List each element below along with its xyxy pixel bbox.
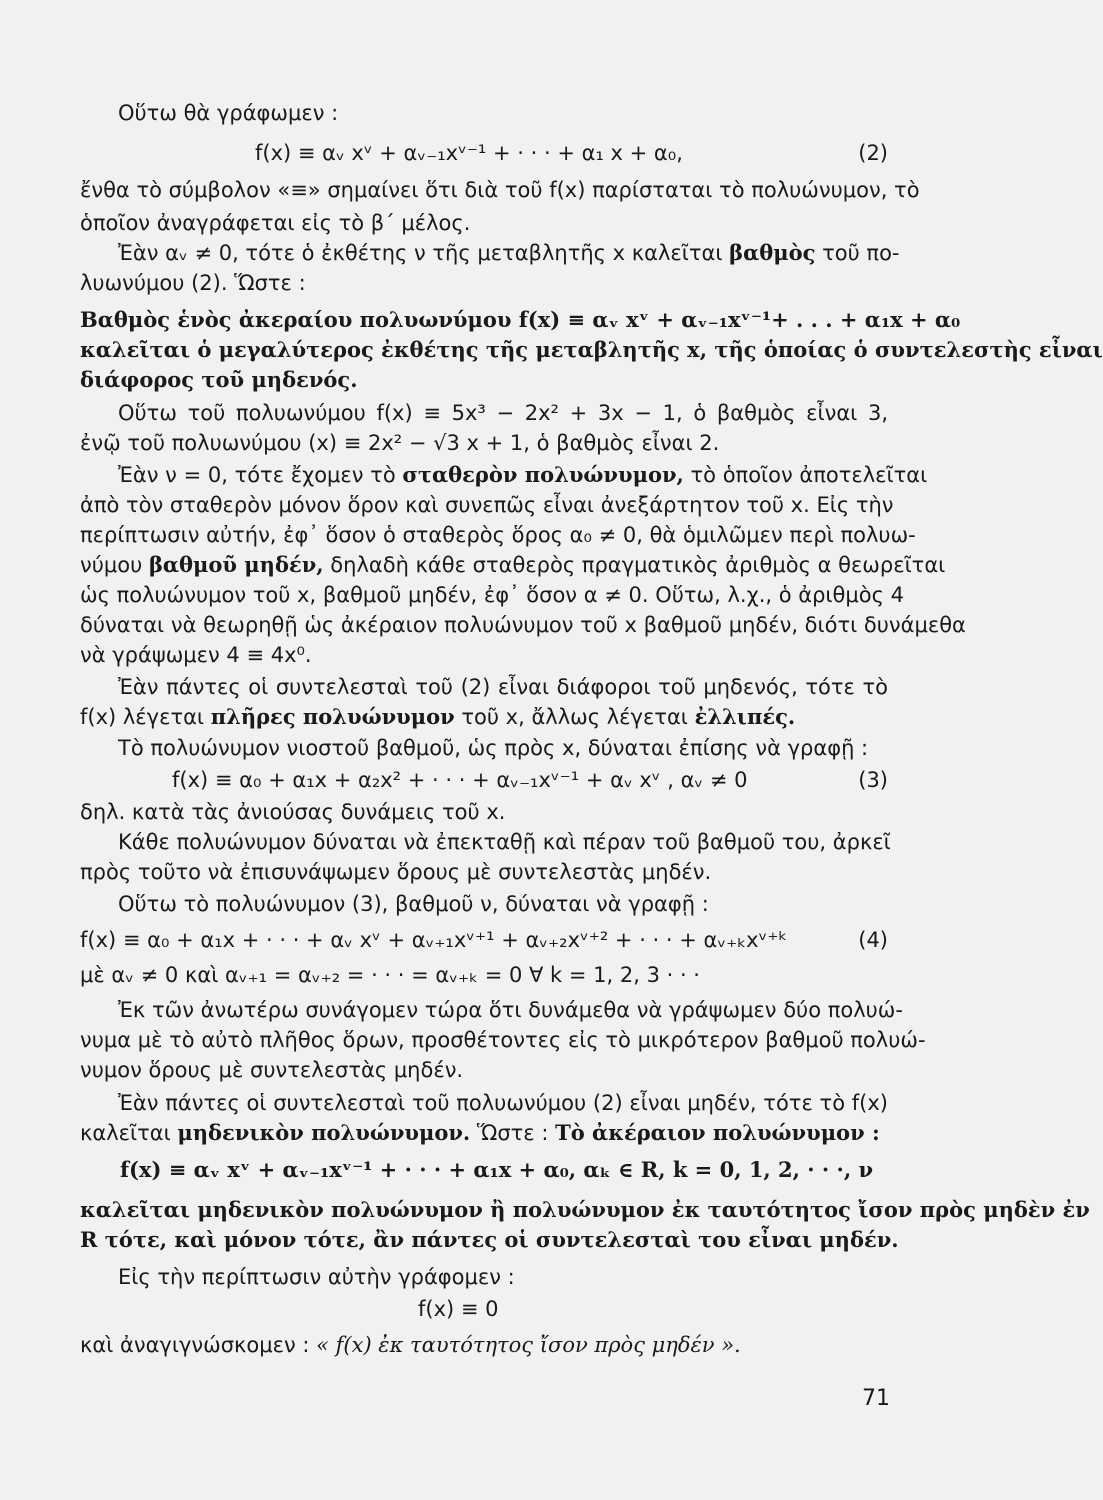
- text-line: νὰ γράψωμεν 4 ≡ 4x⁰.: [80, 643, 312, 667]
- text-line: λυωνύμου (2). Ὥστε :: [80, 271, 306, 295]
- definition-line: Βαθμὸς ἑνὸς ἀκεραίου πολυωνύμου f(x) ≡ αᵥ xᵛ + αᵥ₋₁xᵛ⁻¹+ . . . + α₁x + α₀: [80, 307, 961, 332]
- text-line: ἀπὸ τὸν σταθερὸν μόνον ὅρον καὶ συνεπῶς εἶναι ἀνεξάρτητον τοῦ x. Εἰς τὴν: [80, 493, 894, 517]
- text-line: ἐνῷ τοῦ πολυωνύμου (x) ≡ 2x² − √3 x + 1, ὁ βαθμὸς εἶναι 2.: [80, 431, 720, 455]
- bold-term: βαθμὸς: [729, 240, 816, 265]
- text-line: Ἐὰν αᵥ ≠ 0, τότε ὁ ἐκθέτης ν τῆς μεταβλητῆς x καλεῖται βαθμὸς τοῦ πο-: [118, 240, 900, 265]
- text-line: Εἰς τὴν περίπτωσιν αὐτὴν γράφομεν :: [118, 1265, 515, 1289]
- text-line: Ἐκ τῶν ἀνωτέρω συνάγομεν τώρα ὅτι δυνάμεθα νὰ γράψωμεν δύο πολυώ-: [118, 998, 903, 1022]
- definition-line: καλεῖται μηδενικὸν πολυώνυμον ἢ πολυώνυμον ἐκ ταυτότητος ἴσον πρὸς μηδὲν ἐν: [80, 1197, 1090, 1222]
- definition-line: καλεῖται ὁ μεγαλύτερος ἐκθέτης τῆς μεταβλητῆς x, τῆς ὁποίας ὁ συντελεστὴς εἶναι: [80, 337, 1103, 362]
- text-line: f(x) λέγεται πλῆρες πολυώνυμον τοῦ x, ἄλλως λέγεται ἐλλιπές.: [80, 704, 796, 729]
- text-line: Τὸ πολυώνυμον νιοστοῦ βαθμοῦ, ὡς πρὸς x, δύναται ἐπίσης νὰ γραφῇ :: [118, 736, 869, 760]
- definition-line: R τότε, καὶ μόνον τότε, ἂν πάντες οἱ συντελεσταὶ του εἶναι μηδέν.: [80, 1227, 899, 1252]
- equation-condition: μὲ αᵥ ≠ 0 καὶ αᵥ₊₁ = αᵥ₊₂ = · · · = αᵥ₊ₖ = 0 ∀ k = 1, 2, 3 · · ·: [80, 963, 700, 987]
- equation-2: f(x) ≡ αᵥ xᵛ + αᵥ₋₁xᵛ⁻¹ + · · · + α₁ x + α₀,: [255, 141, 683, 165]
- text-line: πρὸς τοῦτο νὰ ἐπισυνάψωμεν ὅρους μὲ συντελεστὰς μηδέν.: [80, 860, 712, 884]
- text-line: νύμου βαθμοῦ μηδέν, δηλαδὴ κάθε σταθερὸς πραγματικὸς ἀριθμὸς α θεωρεῖται: [80, 552, 946, 577]
- bold-term: σταθερὸν πολυώνυμον,: [402, 462, 684, 487]
- equation-number: (4): [858, 928, 888, 952]
- text-line: νυμον ὅρους μὲ συντελεστὰς μηδέν.: [80, 1058, 464, 1082]
- page-number: 71: [862, 1386, 890, 1411]
- definition-equation: f(x) ≡ αᵥ xᵛ + αᵥ₋₁xᵛ⁻¹ + · · · + α₁x + α₀, αₖ ∈ R, k = 0, 1, 2, · · ·, ν: [120, 1157, 874, 1182]
- text-line: δύναται νὰ θεωρηθῇ ὡς ἀκέραιον πολυώνυμον τοῦ x βαθμοῦ μηδέν, διότι δυνάμεθα: [80, 613, 966, 637]
- bold-term: Τὸ ἀκέραιον πολυώνυμον :: [555, 1120, 880, 1145]
- italic-quote: « f(x) ἐκ ταυτότητος ἴσον πρὸς μηδέν ».: [316, 1333, 741, 1357]
- text-line: Οὕτω θὰ γράφωμεν :: [118, 101, 339, 125]
- equation-number: (2): [858, 141, 888, 165]
- text-line: ὡς πολυώνυμον τοῦ x, βαθμοῦ μηδέν, ἐφ᾽ ὅσον α ≠ 0. Οὕτω, λ.χ., ὁ ἀριθμὸς 4: [80, 583, 904, 607]
- text-line: περίπτωσιν αὐτήν, ἐφ᾽ ὅσον ὁ σταθερὸς ὅρος α₀ ≠ 0, θὰ ὁμιλῶμεν περὶ πολυω-: [80, 523, 916, 547]
- equation-3: f(x) ≡ α₀ + α₁x + α₂x² + · · · + αᵥ₋₁xᵛ⁻¹ + αᵥ xᵛ , αᵥ ≠ 0: [172, 768, 748, 792]
- text-line: ὁποῖον ἀναγράφεται εἰς τὸ β΄ μέλος.: [80, 211, 471, 235]
- text-line: Ἐὰν ν = 0, τότε ἔχομεν τὸ σταθερὸν πολυώνυμον, τὸ ὁποῖον ἀποτελεῖται: [118, 462, 928, 487]
- text-line: Ἐὰν πάντες οἱ συντελεσταὶ τοῦ (2) εἶναι διάφοροι τοῦ μηδενός, τότε τὸ: [118, 675, 888, 699]
- text-line: δηλ. κατὰ τὰς ἀνιούσας δυνάμεις τοῦ x.: [80, 800, 506, 824]
- text-line: ἔνθα τὸ σύμβολον «≡» σημαίνει ὅτι διὰ τοῦ f(x) παρίσταται τὸ πολυώνυμον, τὸ: [80, 178, 920, 202]
- bold-term: βαθμοῦ μηδέν,: [148, 552, 324, 577]
- text-line: καὶ ἀναγιγνώσκομεν : « f(x) ἐκ ταυτότητος ἴσον πρὸς μηδέν ».: [80, 1333, 741, 1357]
- text-line: Ἐὰν πάντες οἱ συντελεσταὶ τοῦ πολυωνύμου (2) εἶναι μηδέν, τότε τὸ f(x): [118, 1091, 888, 1115]
- text-line: καλεῖται μηδενικὸν πολυώνυμον. Ὥστε : Τὸ ἀκέραιον πολυώνυμον :: [80, 1120, 880, 1145]
- equation-number: (3): [858, 768, 888, 792]
- bold-term: ἐλλιπές.: [694, 704, 796, 729]
- text-line: Κάθε πολυώνυμον δύναται νὰ ἐπεκταθῇ καὶ πέραν τοῦ βαθμοῦ του, ἀρκεῖ: [118, 830, 891, 854]
- zero-equation: f(x) ≡ 0: [418, 1297, 499, 1321]
- definition-line: διάφορος τοῦ μηδενός.: [80, 367, 358, 392]
- text-line: Οὕτω τὸ πολυώνυμον (3), βαθμοῦ ν, δύναται νὰ γραφῇ :: [118, 892, 709, 916]
- text-line: Οὕτω τοῦ πολυωνύμου f(x) ≡ 5x³ − 2x² + 3x − 1, ὁ βαθμὸς εἶναι 3,: [118, 401, 888, 425]
- bold-term: μηδενικὸν πολυώνυμον.: [177, 1120, 471, 1145]
- bold-term: πλῆρες πολυώνυμον: [210, 704, 455, 729]
- equation-4: f(x) ≡ α₀ + α₁x + · · · + αᵥ xᵛ + αᵥ₊₁xᵛ⁺¹ + αᵥ₊₂xᵛ⁺² + · · · + αᵥ₊ₖxᵛ⁺ᵏ: [80, 928, 788, 952]
- text-line: νυμα μὲ τὸ αὐτὸ πλῆθος ὅρων, προσθέτοντες εἰς τὸ μικρότερον βαθμοῦ πολυώ-: [80, 1028, 926, 1052]
